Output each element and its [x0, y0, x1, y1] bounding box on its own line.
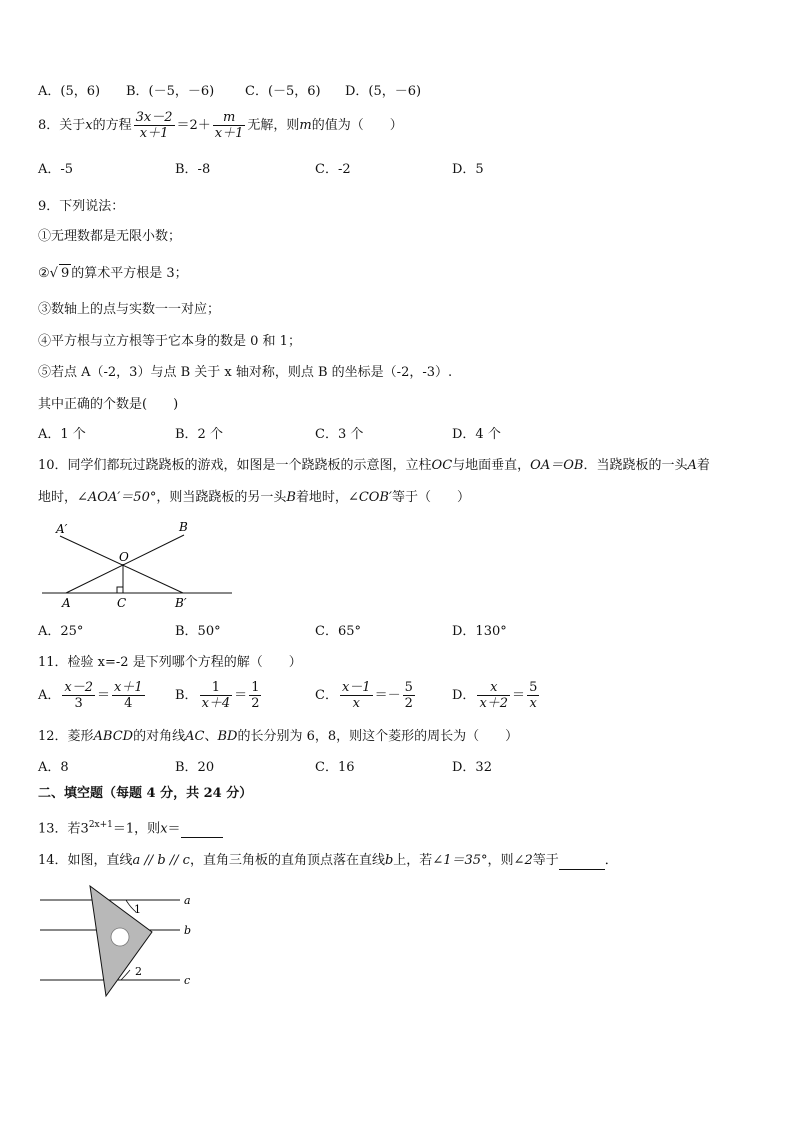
q11-option-c: C． $\frac{x-1}{x}$ ＝－ $\frac{5}{2}$: [315, 680, 413, 711]
q9-statement-5: ⑤若点 A（-2，3）与点 B 关于 x 轴对称，则点 B 的坐标是（-2，-3）.: [38, 365, 453, 380]
q12-option-d: D．32: [452, 760, 492, 775]
q7-option-b: B．(－5，－6): [126, 84, 215, 99]
q8-option-c: C．-2: [315, 162, 351, 177]
seesaw-line-a-b: [66, 535, 184, 593]
q9-option-d: D．4 个: [452, 427, 501, 442]
q7-option-c: C．(－5，6): [245, 84, 321, 99]
q14-stem: 14．如图，直线a // b // c，直角三角板的直角顶点落在直线b上，若∠1＝35°，则∠2等于 ．: [38, 853, 618, 868]
q10-option-b: B．50°: [175, 624, 221, 639]
q9-option-b: B．2 个: [175, 427, 223, 442]
q8-option-b: B．-8: [175, 162, 211, 177]
q8-option-a: A．-5: [38, 162, 74, 177]
q10-option-c: C．65°: [315, 624, 361, 639]
q14-answer-blank[interactable]: [559, 869, 605, 870]
q11-option-b: B． $\frac{1}{x+4}$ ＝ $\frac{1}{2}$: [175, 680, 260, 711]
q8-option-d: D．5: [452, 162, 484, 177]
q9-option-a: A．1 个: [38, 427, 86, 442]
q11-stem: 11．检验 x=-2 是下列哪个方程的解（ ）: [38, 655, 302, 670]
q9-statement-3: ③数轴上的点与实数一一对应；: [38, 302, 221, 317]
triangle-ruler-figure: [38, 880, 208, 1005]
label-a-prime: A′: [56, 522, 68, 536]
q10-option-d: D．130°: [452, 624, 507, 639]
q12-option-c: C．16: [315, 760, 355, 775]
q9-statement-1: ①无理数都是无限小数；: [38, 229, 182, 244]
q7-option-d: D．(5，－6): [345, 84, 422, 99]
q7-option-a: A．(5，6): [38, 84, 101, 99]
q9-statement-4: ④平方根与立方根等于它本身的数是 0 和 1；: [38, 334, 301, 349]
q11-option-a: A． $\frac{x-2}{3}$ ＝ $\frac{x+1}{4}$: [38, 680, 143, 711]
q9-option-c: C．3 个: [315, 427, 364, 442]
q9-title: 9．下列说法：: [38, 199, 125, 214]
label-line-b: b: [184, 924, 192, 937]
q11-option-d: D． $\frac{x}{x+2}$ ＝ $\frac{5}{x}$: [452, 680, 538, 711]
section-heading: 二、填空题（每题 4 分，共 24 分）: [38, 786, 253, 801]
label-o: O: [119, 550, 129, 564]
q10-option-a: A．25°: [38, 624, 84, 639]
seesaw-figure: [38, 515, 238, 615]
q12-option-b: B．20: [175, 760, 215, 775]
q10-stem-line1: 10．同学们都玩过跷跷板的游戏，如图是一个跷跷板的示意图，立柱OC与地面垂直，OA＝OB．当跷跷板的一头A着: [38, 458, 710, 473]
right-angle-mark: [117, 587, 123, 593]
ruler-hole: [111, 928, 129, 946]
q13-stem: 13．若$3^{2x+1}=1$，则x＝: [38, 816, 223, 838]
q8-stem: 8．关于x的方程 $\frac{3x-2}{x+1}$ ＝2＋ $\frac{m}{x+1}$ 无解，则m的值为（ ）: [38, 110, 403, 141]
q12-option-a: A．8: [38, 760, 69, 775]
q12-stem: 12．菱形ABCD的对角线AC、BD的长分别为 6，8，则这个菱形的周长为（ ）: [38, 729, 519, 744]
label-line-a: a: [184, 894, 191, 907]
q9-statement-2: ②√ 9 的算术平方根是 3；: [38, 266, 188, 281]
q13-answer-blank[interactable]: [181, 837, 223, 838]
q9-question: 其中正确的个数是( ): [38, 397, 179, 412]
label-a: A: [62, 596, 71, 610]
label-b-prime: B′: [175, 596, 187, 610]
label-angle-2: 2: [135, 965, 142, 978]
label-angle-1: 1: [134, 903, 141, 916]
q10-stem-line2: 地时，∠AOA′＝50°，则当跷跷板的另一头B着地时，∠COB′等于（ ）: [38, 490, 470, 505]
label-b: B: [179, 520, 188, 534]
label-c: C: [117, 596, 127, 610]
label-line-c: c: [184, 974, 191, 987]
